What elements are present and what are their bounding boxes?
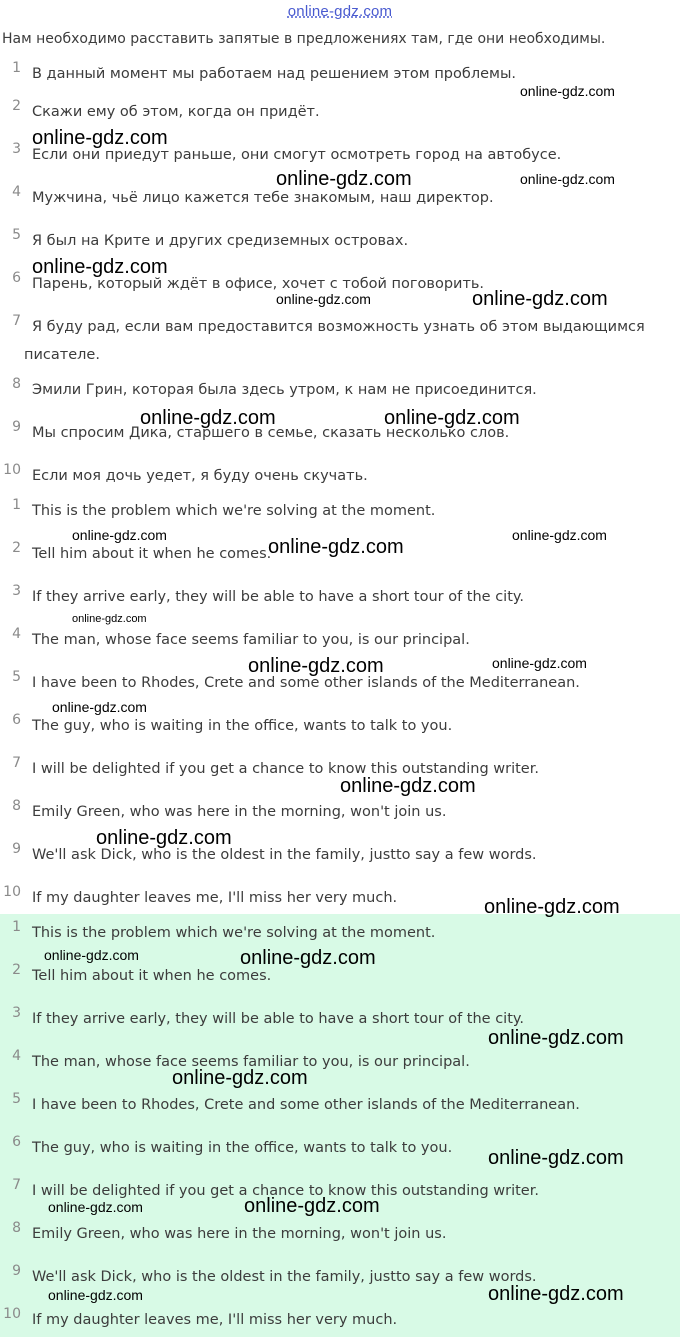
- item-text: Мужчина, чьё лицо кажется тебе знакомым, наш директор.: [32, 190, 494, 206]
- item-number: 4: [12, 184, 21, 200]
- item-text: Я буду рад, если вам предоставится возможность узнать об этом выдающимся: [32, 319, 645, 335]
- item-number: 6: [12, 270, 21, 286]
- item-text: The man, whose face seems familiar to you, is our principal.: [32, 632, 470, 648]
- item-text: We'll ask Dick, who is the oldest in the family, justto say a few words.: [32, 847, 537, 863]
- watermark: online-gdz.com: [384, 407, 520, 429]
- watermark: online-gdz.com: [32, 127, 168, 149]
- item-text-continuation: писателе.: [24, 347, 100, 363]
- item-number: 6: [12, 712, 21, 728]
- item-number: 2: [12, 540, 21, 556]
- item-text: I have been to Rhodes, Crete and some other islands of the Mediterranean.: [32, 1097, 580, 1113]
- item-number: 2: [12, 962, 21, 978]
- item-number: 10: [3, 462, 21, 478]
- item-number: 7: [12, 313, 21, 329]
- item-number: 9: [12, 841, 21, 857]
- item-text: Парень, который ждёт в офисе, хочет с тобой поговорить.: [32, 276, 485, 292]
- site-link[interactable]: online-gdz.com: [287, 3, 393, 20]
- item-text: В данный момент мы работаем над решением этом проблемы.: [32, 66, 517, 82]
- item-text: Tell him about it when he comes.: [32, 546, 272, 562]
- item-number: 3: [12, 583, 21, 599]
- item-number: 7: [12, 755, 21, 771]
- watermark: online-gdz.com: [248, 655, 384, 677]
- watermark: online-gdz.com: [268, 536, 404, 558]
- item-text: If they arrive early, they will be able to have a short tour of the city.: [32, 1011, 525, 1027]
- item-number: 5: [12, 1091, 21, 1107]
- watermark: online-gdz.com: [512, 527, 607, 543]
- item-text: Эмили Грин, которая была здесь утром, к нам не присоединится.: [32, 382, 537, 398]
- item-number: 4: [12, 1048, 21, 1064]
- item-number: 1: [12, 497, 21, 513]
- item-number: 4: [12, 626, 21, 642]
- item-number: 9: [12, 1263, 21, 1279]
- watermark: online-gdz.com: [44, 947, 139, 963]
- item-number: 5: [12, 227, 21, 243]
- item-number: 1: [12, 60, 21, 76]
- watermark: online-gdz.com: [340, 775, 476, 797]
- item-number: 10: [3, 884, 21, 900]
- watermark: online-gdz.com: [32, 256, 168, 278]
- item-text: If my daughter leaves me, I'll miss her very much.: [32, 890, 398, 906]
- watermark: online-gdz.com: [492, 655, 587, 671]
- item-text: The guy, who is waiting in the office, wants to talk to you.: [32, 1140, 453, 1156]
- watermark: online-gdz.com: [472, 288, 608, 310]
- item-text: Мы спросим Дика, старшего в семье, сказать несколько слов.: [32, 425, 510, 441]
- watermark: online-gdz.com: [52, 699, 147, 715]
- watermark: online-gdz.com: [244, 1195, 380, 1217]
- watermark: online-gdz.com: [96, 827, 232, 849]
- watermark: online-gdz.com: [520, 83, 615, 99]
- item-text: If my daughter leaves me, I'll miss her very much.: [32, 1312, 398, 1328]
- item-text: I will be delighted if you get a chance to know this outstanding writer.: [32, 1183, 539, 1199]
- instruction-text: Нам необходимо расставить запятые в предложениях там, где они необходимы.: [2, 31, 606, 47]
- item-number: 9: [12, 419, 21, 435]
- item-number: 2: [12, 98, 21, 114]
- watermark: online-gdz.com: [276, 168, 412, 190]
- item-number: 8: [12, 798, 21, 814]
- watermark: online-gdz.com: [72, 527, 167, 543]
- item-number: 8: [12, 376, 21, 392]
- item-text: The man, whose face seems familiar to you, is our principal.: [32, 1054, 470, 1070]
- item-text: Скажи ему об этом, когда он придёт.: [32, 104, 320, 120]
- item-number: 10: [3, 1306, 21, 1322]
- item-text: This is the problem which we're solving at the moment.: [32, 503, 436, 519]
- watermark: online-gdz.com: [240, 947, 376, 969]
- item-text: I have been to Rhodes, Crete and some other islands of the Mediterranean.: [32, 675, 580, 691]
- item-text: I will be delighted if you get a chance to know this outstanding writer.: [32, 761, 539, 777]
- watermark: online-gdz.com: [488, 1283, 624, 1305]
- item-number: 8: [12, 1220, 21, 1236]
- item-text: Если моя дочь уедет, я буду очень скучать.: [32, 468, 368, 484]
- item-number: 3: [12, 1005, 21, 1021]
- item-text: If they arrive early, they will be able to have a short tour of the city.: [32, 589, 525, 605]
- item-text: We'll ask Dick, who is the oldest in the family, justto say a few words.: [32, 1269, 537, 1285]
- item-number: 5: [12, 669, 21, 685]
- watermark: online-gdz.com: [276, 291, 371, 307]
- item-number: 1: [12, 919, 21, 935]
- watermark: online-gdz.com: [488, 1147, 624, 1169]
- watermark: online-gdz.com: [488, 1027, 624, 1049]
- item-number: 3: [12, 141, 21, 157]
- item-text: Emily Green, who was here in the morning, won't join us.: [32, 804, 447, 820]
- item-text: This is the problem which we're solving at the moment.: [32, 925, 436, 941]
- item-number: 7: [12, 1177, 21, 1193]
- section-english-highlighted: [0, 914, 680, 1337]
- watermark: online-gdz.com: [172, 1067, 308, 1089]
- watermark: online-gdz.com: [484, 896, 620, 918]
- item-text: The guy, who is waiting in the office, wants to talk to you.: [32, 718, 453, 734]
- item-text: Если они приедут раньше, они смогут осмотреть город на автобусе.: [32, 147, 562, 163]
- item-text: Я был на Крите и других средиземных островах.: [32, 233, 409, 249]
- item-number: 6: [12, 1134, 21, 1150]
- watermark: online-gdz.com: [72, 613, 147, 625]
- watermark: online-gdz.com: [520, 171, 615, 187]
- item-text: Tell him about it when he comes.: [32, 968, 272, 984]
- item-text: Emily Green, who was here in the morning, won't join us.: [32, 1226, 447, 1242]
- watermark: online-gdz.com: [48, 1287, 143, 1303]
- watermark: online-gdz.com: [140, 407, 276, 429]
- watermark: online-gdz.com: [48, 1199, 143, 1215]
